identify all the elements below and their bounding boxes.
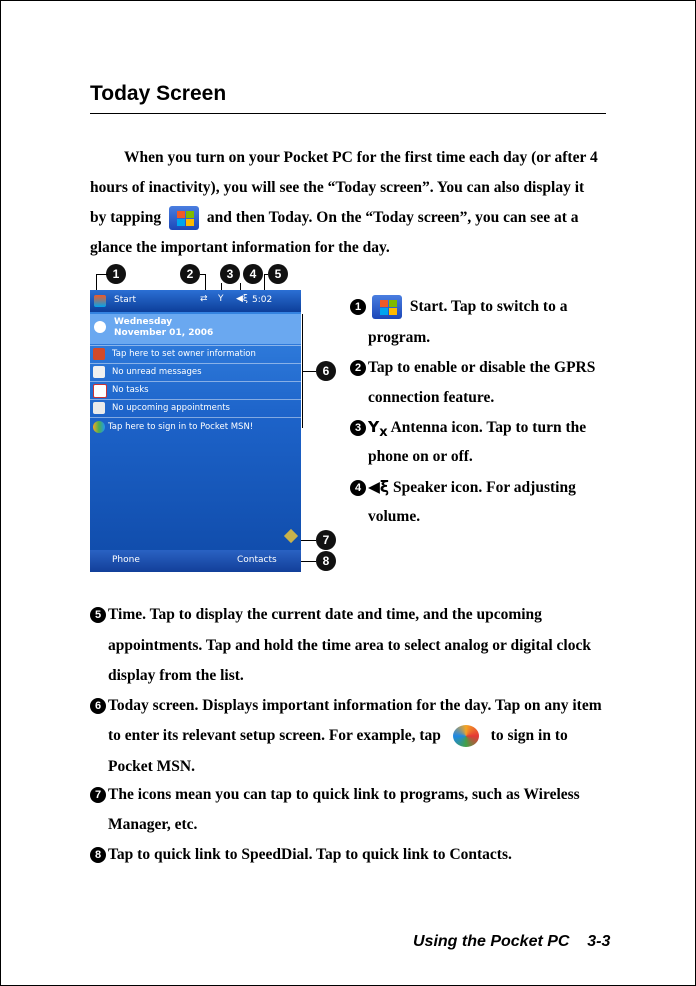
item-text: to sign in to xyxy=(490,727,568,744)
item-5-line-3: display from the list. xyxy=(108,667,244,684)
start-flag-icon[interactable] xyxy=(94,295,106,307)
msn-butterfly-icon xyxy=(453,725,479,747)
start-label[interactable]: Start xyxy=(114,295,136,305)
item-text: . xyxy=(508,846,512,863)
calendar-icon xyxy=(93,402,105,414)
item-5 xyxy=(90,600,610,630)
intro-line-2: hours of inactivity), you will see the “Today screen”. You can also display it xyxy=(90,179,585,196)
wireless-manager-icon[interactable] xyxy=(284,529,298,543)
pocket-pc-today-screenshot xyxy=(90,290,301,572)
item-6-line-2 xyxy=(108,721,628,751)
bullet-4: 4 xyxy=(350,480,366,496)
bullet-2: 2 xyxy=(350,360,366,376)
row-label: Tap here to sign in to Pocket MSN! xyxy=(108,422,254,432)
item-1 xyxy=(350,292,567,322)
item-1-cont: program. xyxy=(368,329,431,346)
bullet-1: 1 xyxy=(350,299,366,315)
callout-5: 5 xyxy=(268,264,288,284)
bullet-3: 3 xyxy=(350,420,366,436)
item-7-line-2 xyxy=(108,810,628,840)
tasks-row[interactable] xyxy=(90,381,301,399)
item-5-line-2: appointments. Tap and hold the time area to select analog or digital clock xyxy=(108,637,591,654)
intro-line-1: When you turn on your Pocket PC for the first time each day (or after 4 xyxy=(124,149,598,166)
speeddial-term: SpeedDial xyxy=(241,846,309,863)
softkey-bar xyxy=(90,550,301,572)
leader-line xyxy=(302,314,303,428)
item-text: Tap to enable or disable the GPRS xyxy=(368,359,596,376)
appointments-row[interactable] xyxy=(90,399,301,417)
page-title: Today Screen xyxy=(90,82,227,105)
item-text: Tap to quick link to xyxy=(108,846,238,863)
item-3-cont: phone on or off. xyxy=(368,448,473,465)
antenna-icon[interactable]: Y xyxy=(218,294,224,304)
callout-8: 8 xyxy=(316,551,336,571)
item-2-cont: connection feature. xyxy=(368,389,495,406)
item-text: to enter its relevant setup screen. For example, tap xyxy=(108,727,441,744)
callout-3: 3 xyxy=(220,264,240,284)
owner-info-row[interactable] xyxy=(90,345,301,363)
item-text: The icons mean you can tap to quick link to programs, such as xyxy=(108,786,520,803)
intro-line-3 xyxy=(90,203,610,233)
callout-4: 4 xyxy=(243,264,263,284)
windows-start-icon xyxy=(169,206,199,230)
title-rule xyxy=(90,113,606,114)
leader-line xyxy=(302,371,316,372)
item-text: , etc. xyxy=(166,816,198,833)
item-4-cont: volume. xyxy=(368,508,421,525)
bullet-8: 8 xyxy=(90,847,106,863)
bullet-7: 7 xyxy=(90,787,106,803)
leader-line xyxy=(96,274,108,275)
bullet-5: 5 xyxy=(90,607,106,623)
date-row[interactable] xyxy=(90,314,301,344)
page-footer: Using the Pocket PC 3-3 xyxy=(413,933,611,950)
intro-text: . On the “Today screen”, you can see at a xyxy=(308,209,579,226)
intro-line-4: glance the important information for the day. xyxy=(90,239,390,256)
contacts-softkey[interactable]: Contacts xyxy=(237,555,277,565)
phone-softkey[interactable]: Phone xyxy=(112,555,140,565)
wireless-term: Wireless xyxy=(523,786,580,803)
windows-start-icon xyxy=(372,295,402,319)
contacts-term: Contacts xyxy=(449,846,508,863)
row-label: No tasks xyxy=(112,385,149,395)
item-text: Speaker icon. For adjusting xyxy=(392,479,576,496)
item-7 xyxy=(90,780,610,810)
connectivity-icon[interactable]: ⇄ xyxy=(200,294,208,304)
msn-row[interactable] xyxy=(90,418,301,436)
antenna-icon: $Y_x$ xyxy=(368,418,388,441)
msn-butterfly-icon xyxy=(93,421,105,433)
speaker-icon: ◀ξ xyxy=(368,478,390,496)
item-text: . Tap to quick link to xyxy=(308,846,446,863)
callout-6: 6 xyxy=(316,361,336,381)
messages-row[interactable] xyxy=(90,363,301,381)
today-term: Today xyxy=(268,209,309,226)
item-6 xyxy=(90,691,610,721)
item-text: Today screen. Displays important information for the day. Tap on any item xyxy=(108,697,602,714)
row-label: No upcoming appointments xyxy=(112,403,230,413)
title-bar xyxy=(90,290,301,312)
speaker-icon[interactable]: ◀ξ xyxy=(236,294,248,304)
weekday: Wednesday xyxy=(114,317,173,327)
calendar-clock-icon xyxy=(94,321,106,333)
item-text: Time. Tap to display the current date and time, and the upcoming xyxy=(108,606,542,623)
date: November 01, 2006 xyxy=(114,328,214,338)
item-6-line-3: Pocket MSN. xyxy=(108,758,195,775)
tasks-icon xyxy=(93,384,107,398)
intro-text: by tapping xyxy=(90,209,162,226)
item-8 xyxy=(90,840,610,870)
row-label: No unread messages xyxy=(112,367,202,377)
callout-7: 7 xyxy=(316,530,336,550)
item-text: Start. Tap to switch to a xyxy=(409,298,568,315)
callout-1: 1 xyxy=(106,264,126,284)
manager-term: Manager xyxy=(108,816,167,833)
owner-icon xyxy=(93,348,105,360)
envelope-icon xyxy=(93,366,105,378)
callout-2: 2 xyxy=(180,264,200,284)
row-label: Tap here to set owner information xyxy=(112,349,256,359)
bullet-6: 6 xyxy=(90,698,106,714)
item-4 xyxy=(350,472,576,503)
item-2 xyxy=(350,353,595,383)
intro-text: and then xyxy=(206,209,265,226)
clock-time[interactable]: 5:02 xyxy=(252,295,273,305)
item-text: Antenna icon. Tap to turn the xyxy=(390,419,587,436)
